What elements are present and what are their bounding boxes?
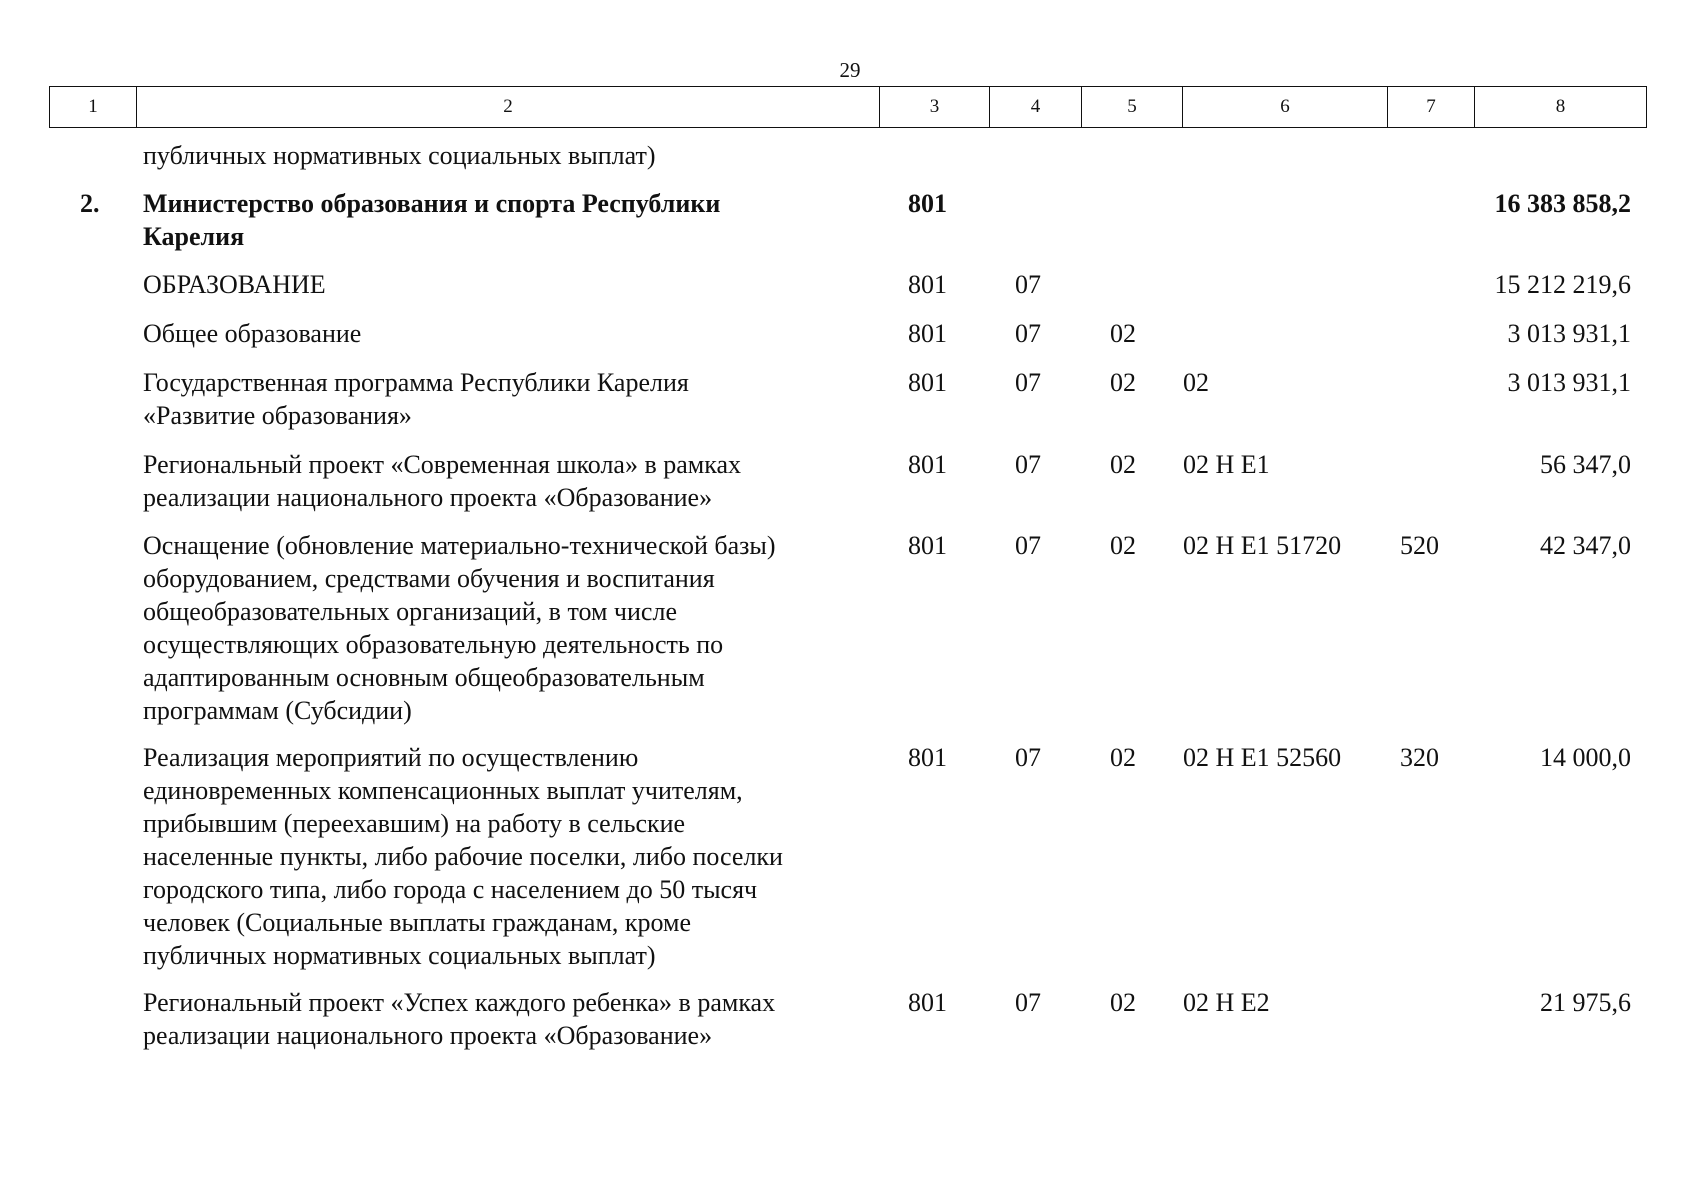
header-row — [50, 87, 1647, 128]
row-number: 2. — [80, 189, 100, 218]
target-article-code: 02 Н Е2 — [1183, 988, 1270, 1017]
description-line: Общее образование — [143, 319, 362, 348]
department-code: 801 — [908, 988, 947, 1017]
section-code: 07 — [1015, 319, 1041, 348]
amount: 3 013 931,1 — [1507, 319, 1631, 348]
row-description — [143, 986, 863, 1052]
page-number: 29 — [839, 58, 861, 82]
row-description — [143, 448, 863, 514]
section-code: 07 — [1015, 531, 1041, 560]
amount: 21 975,6 — [1540, 988, 1631, 1017]
description-line: городского типа, либо города с населением до 50 тысяч — [143, 875, 758, 904]
continuation-text: публичных нормативных социальных выплат) — [143, 141, 656, 170]
description-line: публичных нормативных социальных выплат) — [143, 941, 656, 970]
amount: 56 347,0 — [1540, 450, 1631, 479]
subsection-code: 02 — [1110, 743, 1136, 772]
description-line: программам (Субсидии) — [143, 696, 412, 725]
subsection-code: 02 — [1110, 450, 1136, 479]
description-line: населенные пункты, либо рабочие поселки, либо поселки — [143, 842, 783, 871]
section-code: 07 — [1015, 270, 1041, 299]
department-code: 801 — [908, 319, 947, 348]
description-line: Государственная программа Республики Карелия — [143, 368, 689, 397]
description-line: человек (Социальные выплаты гражданам, кроме — [143, 908, 692, 937]
department-code: 801 — [908, 189, 947, 218]
description-line: прибывшим (переехавшим) на работу в сельские — [143, 809, 686, 838]
amount: 15 212 219,6 — [1494, 270, 1631, 299]
row-description — [143, 529, 863, 727]
description-line: Министерство образования и спорта Республики — [143, 189, 721, 218]
header-col-6: 6 — [1183, 87, 1388, 128]
header-col-8: 8 — [1475, 87, 1647, 128]
column-number-header — [49, 86, 1647, 128]
section-code: 07 — [1015, 743, 1041, 772]
header-col-5: 5 — [1082, 87, 1183, 128]
department-code: 801 — [908, 270, 947, 299]
amount: 3 013 931,1 — [1507, 368, 1631, 397]
description-line: ОБРАЗОВАНИЕ — [143, 270, 326, 299]
amount: 42 347,0 — [1540, 531, 1631, 560]
description-line: «Развитие образования» — [143, 401, 412, 430]
section-code: 07 — [1015, 988, 1041, 1017]
header-col-2: 2 — [137, 87, 880, 128]
subsection-code: 02 — [1110, 531, 1136, 560]
department-code: 801 — [908, 450, 947, 479]
header-col-1: 1 — [50, 87, 137, 128]
target-article-code: 02 — [1183, 368, 1209, 397]
description-line: осуществляющих образовательную деятельность по — [143, 630, 724, 659]
target-article-code: 02 Н Е1 52560 — [1183, 743, 1342, 772]
expense-type-code: 520 — [1400, 531, 1439, 560]
subsection-code: 02 — [1110, 319, 1136, 348]
department-code: 801 — [908, 743, 947, 772]
amount: 16 383 858,2 — [1494, 189, 1631, 218]
target-article-code: 02 Н Е1 51720 — [1183, 531, 1342, 560]
section-code: 07 — [1015, 368, 1041, 397]
expense-type-code: 320 — [1400, 743, 1439, 772]
header-col-4: 4 — [990, 87, 1082, 128]
description-line: Оснащение (обновление материально-технической базы) — [143, 531, 776, 560]
description-line: реализации национального проекта «Образование» — [143, 1021, 713, 1050]
row-description — [143, 366, 863, 432]
amount: 14 000,0 — [1540, 743, 1631, 772]
row-description — [143, 268, 863, 301]
target-article-code: 02 Н Е1 — [1183, 450, 1270, 479]
subsection-code: 02 — [1110, 368, 1136, 397]
description-line: Карелия — [143, 222, 245, 251]
header-col-3: 3 — [880, 87, 990, 128]
row-description — [143, 317, 863, 350]
description-line: реализации национального проекта «Образование» — [143, 483, 713, 512]
description-line: Региональный проект «Современная школа» в рамках — [143, 450, 741, 479]
description-line: оборудованием, средствами обучения и воспитания — [143, 564, 715, 593]
section-code: 07 — [1015, 450, 1041, 479]
description-line: общеобразовательных организаций, в том числе — [143, 597, 677, 626]
description-line: единовременных компенсационных выплат учителям, — [143, 776, 743, 805]
row-description — [143, 741, 863, 972]
department-code: 801 — [908, 368, 947, 397]
description-line: Региональный проект «Успех каждого ребенка» в рамках — [143, 988, 776, 1017]
subsection-code: 02 — [1110, 988, 1136, 1017]
description-line: Реализация мероприятий по осуществлению — [143, 743, 639, 772]
row-description — [143, 187, 863, 253]
department-code: 801 — [908, 531, 947, 560]
header-col-7: 7 — [1388, 87, 1475, 128]
description-line: адаптированным основным общеобразовательным — [143, 663, 705, 692]
